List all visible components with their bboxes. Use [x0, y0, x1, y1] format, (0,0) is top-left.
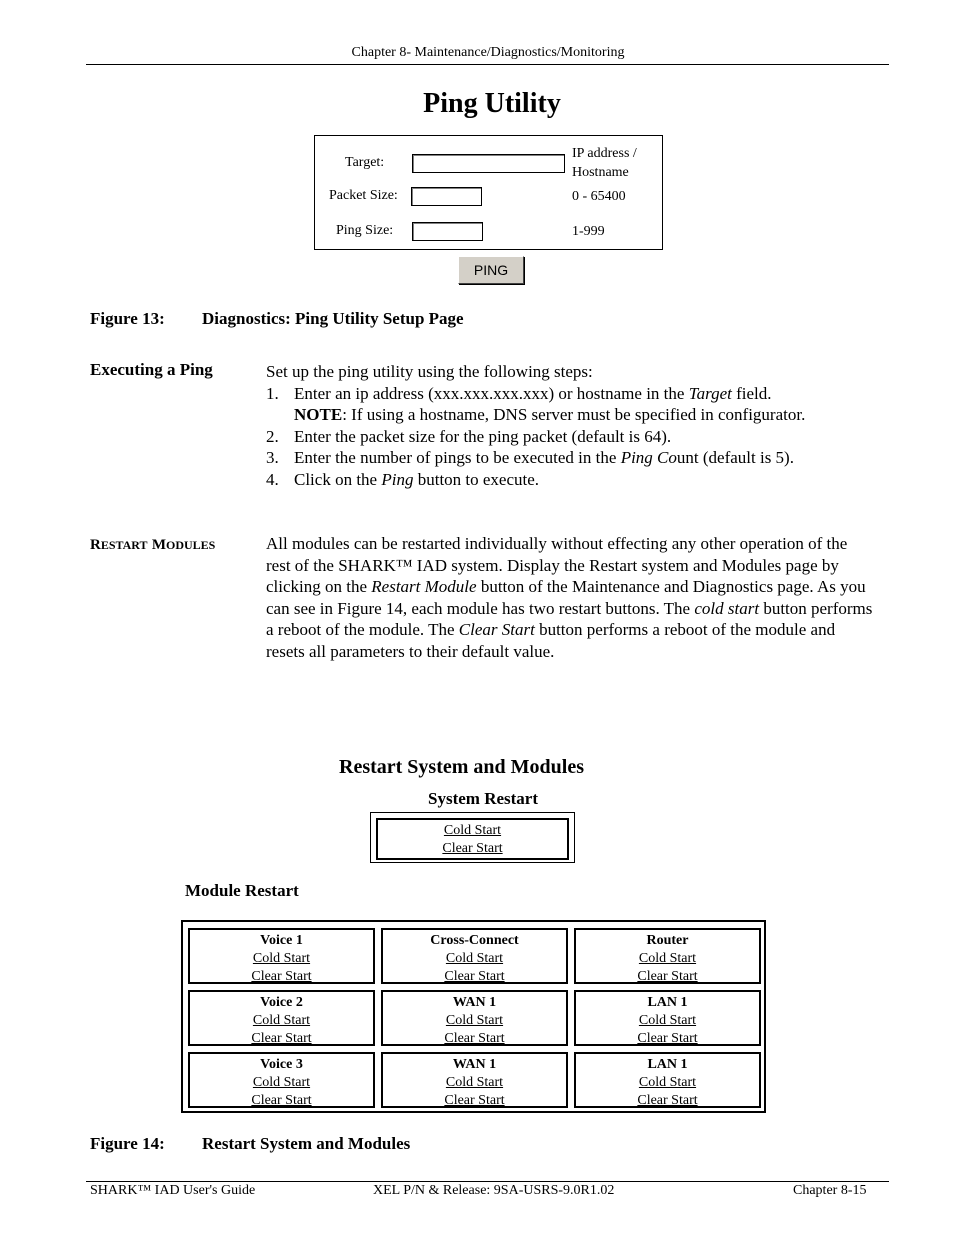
- system-restart-heading: System Restart: [428, 789, 538, 808]
- clear-start-link[interactable]: Clear Start: [251, 1093, 312, 1108]
- footer-divider: [86, 1181, 889, 1182]
- system-restart-panel: [370, 812, 575, 863]
- ping-size-hint: 1-999: [572, 224, 605, 239]
- clear-start-link[interactable]: Clear Start: [637, 1031, 698, 1046]
- running-header: Chapter 8- Maintenance/Diagnostics/Monitoring: [351, 45, 625, 60]
- module-cell-voice-1: [188, 928, 375, 984]
- clear-start-link[interactable]: Clear Start: [444, 1093, 505, 1108]
- steps-list: [266, 383, 876, 491]
- cold-start-link[interactable]: Cold Start: [445, 1075, 504, 1090]
- step-number: 2.: [266, 426, 279, 446]
- module-cell-lan-1: [574, 990, 761, 1046]
- restart-modules-heading: RESTART MODULES: [90, 537, 216, 553]
- packet-size-hint: 0 - 65400: [572, 189, 626, 204]
- cold-start-link[interactable]: Cold Start: [445, 951, 504, 966]
- system-cold-start-link[interactable]: Cold Start: [443, 823, 502, 838]
- ping-utility-form: [314, 135, 663, 250]
- clear-start-link[interactable]: Clear Start: [444, 969, 505, 984]
- module-name: LAN 1: [647, 1057, 688, 1072]
- executing-ping-heading: Executing a Ping: [90, 360, 213, 379]
- clear-start-link[interactable]: Clear Start: [251, 969, 312, 984]
- footer-guide-title: SHARK™ IAD User's Guide: [90, 1183, 256, 1198]
- target-hint: [572, 144, 637, 182]
- module-name: WAN 1: [452, 995, 497, 1010]
- step-number: 3.: [266, 448, 279, 467]
- cold-start-link[interactable]: Cold Start: [252, 1013, 311, 1028]
- cold-start-link[interactable]: Cold Start: [252, 1075, 311, 1090]
- cold-start-link[interactable]: Cold Start: [638, 1075, 697, 1090]
- module-cell-lan-1-b: [574, 1052, 761, 1108]
- target-label: Target:: [345, 155, 385, 170]
- target-input[interactable]: [412, 154, 565, 173]
- module-cell-cross-connect: [381, 928, 568, 984]
- footer-part-number: XEL P/N & Release: 9SA-USRS-9.0R1.02: [373, 1183, 615, 1198]
- cold-start-link[interactable]: Cold Start: [252, 951, 311, 966]
- system-restart-box: [376, 818, 569, 860]
- packet-size-label: Packet Size:: [329, 188, 398, 203]
- clear-start-link[interactable]: Clear Start: [637, 969, 698, 984]
- module-cell-voice-3: [188, 1052, 375, 1108]
- module-name: Voice 3: [260, 1057, 303, 1072]
- step-item: 3. Enter the number of pings to be executed in the Ping Count (default is 5).: [266, 448, 794, 467]
- figure-13-label: Figure 13:: [90, 309, 165, 328]
- module-name: Voice 2: [260, 995, 303, 1010]
- module-name: Router: [646, 933, 689, 948]
- system-clear-start-link[interactable]: Clear Start: [442, 841, 503, 856]
- executing-ping-body: [266, 361, 876, 490]
- cold-start-link[interactable]: Cold Start: [638, 951, 697, 966]
- module-cell-voice-2: [188, 990, 375, 1046]
- note-label: NOTE: [294, 405, 343, 424]
- module-name: WAN 1: [452, 1057, 497, 1072]
- executing-intro: Set up the ping utility using the following steps:: [266, 362, 593, 381]
- ping-button[interactable]: PING: [458, 256, 524, 284]
- cold-start-link[interactable]: Cold Start: [445, 1013, 504, 1028]
- step-note: NOTE: If using a hostname, DNS server must be specified in configurator.: [294, 405, 806, 424]
- restart-page-title: Restart System and Modules: [339, 756, 584, 778]
- header-divider: [86, 64, 889, 65]
- cold-start-link[interactable]: Cold Start: [638, 1013, 697, 1028]
- target-hint-line1: IP address /: [572, 146, 637, 161]
- module-name: Cross-Connect: [430, 933, 519, 948]
- figure-14-text: Restart System and Modules: [202, 1134, 411, 1153]
- figure-14-caption: [90, 1134, 790, 1156]
- module-restart-table: [181, 920, 766, 1113]
- module-cell-wan-1-b: [381, 1052, 568, 1108]
- module-restart-heading: Module Restart: [185, 881, 299, 900]
- clear-start-link[interactable]: Clear Start: [444, 1031, 505, 1046]
- clear-start-link[interactable]: Clear Start: [251, 1031, 312, 1046]
- figure-13-caption: [90, 309, 790, 331]
- module-cell-wan-1: [381, 990, 568, 1046]
- step-number: 1.: [266, 383, 279, 403]
- restart-modules-body: All modules can be restarted individually without effecting any other operation of the rest of the SHARK™ IAD system. Display the Restart system and Modules page by clicking on the Restart Module button of the Maintenance and Diagnostics page. As you can see in Figure 14, each module has two restart buttons. The cold start button performs a reboot of the module. The Clear Start button performs a reboot of the module and resets all parameters to their default value.: [266, 534, 873, 661]
- step-item: 4. Click on the Ping button to execute.: [266, 469, 540, 489]
- module-name: LAN 1: [647, 995, 688, 1010]
- footer-page-number: Chapter 8-15: [793, 1183, 867, 1198]
- clear-start-link[interactable]: Clear Start: [637, 1093, 698, 1108]
- module-name: Voice 1: [260, 933, 303, 948]
- figure-13-text: Diagnostics: Ping Utility Setup Page: [202, 309, 464, 328]
- page-title: Ping Utility: [423, 88, 561, 119]
- target-hint-line2: Hostname: [572, 165, 629, 180]
- module-cell-router: [574, 928, 761, 984]
- packet-size-input[interactable]: [411, 187, 482, 206]
- ping-size-label: Ping Size:: [336, 223, 394, 238]
- ping-size-input[interactable]: [412, 222, 483, 241]
- figure-14-label: Figure 14:: [90, 1134, 165, 1153]
- step-number: 4.: [266, 469, 279, 489]
- step-item: 2. Enter the packet size for the ping packet (default is 64).: [266, 426, 672, 446]
- step-item: 1. Enter an ip address (xxx.xxx.xxx.xxx) or hostname in the Target field.: [266, 383, 772, 403]
